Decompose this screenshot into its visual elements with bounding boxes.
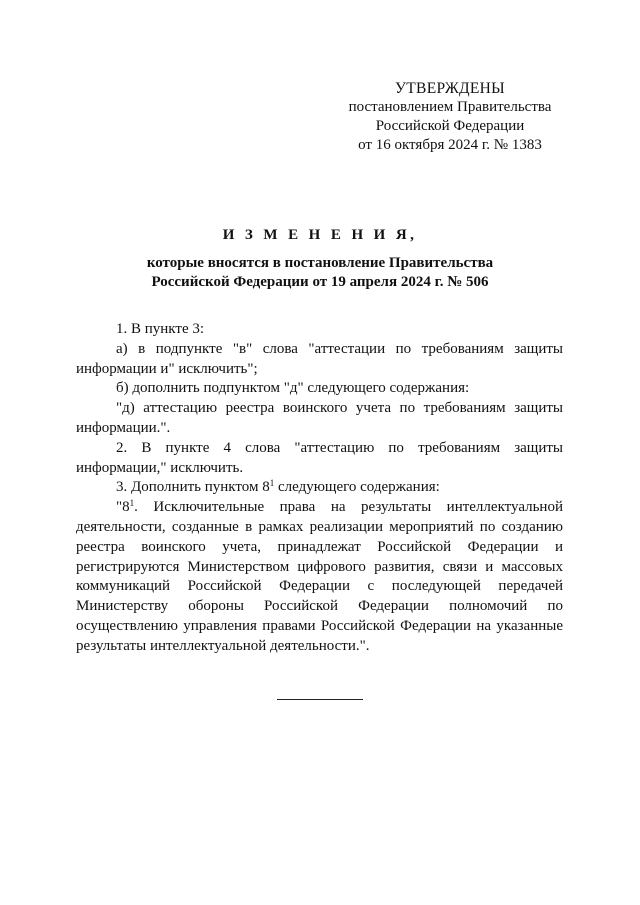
paragraph-1b-quote: "д) аттестацию реестра воинского учета по требованиям защиты информации.".: [76, 400, 563, 436]
paragraph-3: [76, 478, 563, 498]
approval-line-1: постановлением Правительства: [348, 99, 552, 115]
end-separator-line: [277, 699, 363, 700]
paragraph-1a: а) в подпункте "в" слова "аттестации по требованиям защиты информации и" исключить";: [76, 340, 563, 377]
paragraph-3-prefix: 3. Дополнить пунктом 8: [116, 479, 270, 496]
paragraph-3-superscript: 1: [269, 478, 275, 489]
document-subtitle-line-2: Российской Федерации от 19 апреля 2024 г. № 506: [151, 274, 489, 290]
document-title: И З М Е Н Е Н И Я,: [222, 227, 418, 243]
paragraph-3-quote-text: . Исключительные права на результаты интеллектуальной деятельности, созданные в рамках реализации мероприятий по созданию реестра воинского учета, принадлежат Российской Федерации и регистрируются Министерством цифрового развития, связи и массовых коммуникаций Российской Федерации с последующей передачей Министерству обороны Российской Федерации полномочий по осуществлению управления правами Российской Федерации на указанные результаты интеллектуальной деятельности.".: [76, 499, 563, 654]
paragraph-3-quote: [76, 498, 563, 656]
approval-title: УТВЕРЖДЕНЫ: [395, 80, 505, 97]
paragraph-3-suffix: следующего содержания:: [274, 479, 440, 496]
paragraph-2: 2. В пункте 4 слова "аттестацию по требованиям защиты информации," исключить.: [76, 439, 563, 476]
paragraph-3-quote-superscript: 1: [129, 498, 135, 509]
approval-line-2: Российской Федерации: [375, 118, 525, 134]
document-subtitle-line-1: которые вносятся в постановление Правительства: [146, 255, 494, 271]
approval-stamp: [340, 79, 560, 155]
paragraph-1b: б) дополнить подпунктом "д" следующего содержания:: [116, 380, 470, 397]
document-heading: [60, 226, 580, 292]
paragraph-3-quote-prefix: "8: [116, 499, 130, 516]
document-body: [76, 320, 563, 657]
approval-line-3: от 16 октября 2024 г. № 1383: [358, 137, 542, 153]
paragraph-1: 1. В пункте 3:: [116, 321, 205, 337]
